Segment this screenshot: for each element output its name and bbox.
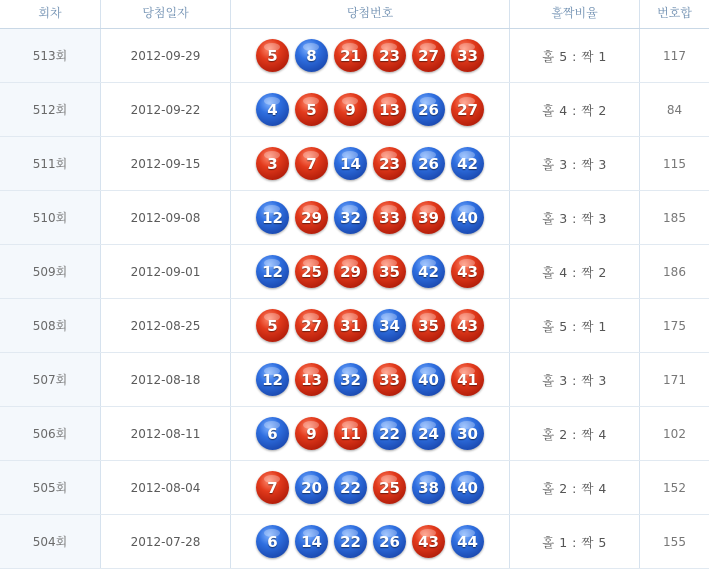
lotto-ball: 3 [256, 147, 289, 180]
round-cell: 509회 [0, 245, 101, 298]
lotto-ball: 25 [295, 255, 328, 288]
odd-even-ratio-cell: 홀 3 : 짝 3 [510, 191, 640, 244]
ball-group [231, 363, 509, 396]
lotto-ball: 40 [412, 363, 445, 396]
lotto-ball: 22 [334, 525, 367, 558]
header-round: 회차 [0, 0, 101, 28]
lotto-ball: 29 [334, 255, 367, 288]
lotto-ball: 26 [373, 525, 406, 558]
lotto-ball: 6 [256, 525, 289, 558]
odd-even-ratio-cell: 홀 4 : 짝 2 [510, 83, 640, 136]
lotto-ball: 35 [373, 255, 406, 288]
lotto-ball: 14 [334, 147, 367, 180]
table-row [0, 245, 709, 299]
round-cell: 513회 [0, 29, 101, 82]
table-row [0, 137, 709, 191]
ball-group [231, 39, 509, 72]
lotto-ball: 12 [256, 201, 289, 234]
lotto-ball: 12 [256, 363, 289, 396]
lotto-ball: 26 [412, 147, 445, 180]
ball-group [231, 417, 509, 450]
lotto-ball: 43 [451, 309, 484, 342]
ball-group [231, 255, 509, 288]
lotto-ball: 40 [451, 201, 484, 234]
lotto-ball: 35 [412, 309, 445, 342]
lotto-ball: 41 [451, 363, 484, 396]
numbers-cell [231, 245, 510, 298]
round-cell: 510회 [0, 191, 101, 244]
ball-group [231, 201, 509, 234]
date-cell: 2012-09-08 [101, 191, 231, 244]
lotto-ball: 43 [451, 255, 484, 288]
numbers-cell [231, 29, 510, 82]
lotto-ball: 11 [334, 417, 367, 450]
date-cell: 2012-08-25 [101, 299, 231, 352]
lotto-ball: 22 [373, 417, 406, 450]
odd-even-ratio-cell: 홀 2 : 짝 4 [510, 461, 640, 514]
table-row [0, 191, 709, 245]
lotto-ball: 9 [334, 93, 367, 126]
date-cell: 2012-09-15 [101, 137, 231, 190]
table-body [0, 29, 709, 569]
ball-group [231, 525, 509, 558]
header-sum: 번호합 [657, 6, 692, 20]
table-row [0, 299, 709, 353]
odd-even-ratio-cell: 홀 1 : 짝 5 [510, 515, 640, 568]
number-sum-cell: 117 [663, 48, 686, 63]
lotto-ball: 5 [295, 93, 328, 126]
header-date: 당첨일자 [101, 0, 231, 28]
number-sum-cell: 185 [663, 210, 686, 225]
round-cell: 512회 [0, 83, 101, 136]
lotto-ball: 27 [412, 39, 445, 72]
lotto-ball: 31 [334, 309, 367, 342]
ball-group [231, 471, 509, 504]
date-cell: 2012-08-18 [101, 353, 231, 406]
number-sum-cell: 152 [663, 480, 686, 495]
date-cell: 2012-07-28 [101, 515, 231, 568]
lotto-ball: 43 [412, 525, 445, 558]
numbers-cell [231, 515, 510, 568]
lotto-ball: 14 [295, 525, 328, 558]
lotto-ball: 39 [412, 201, 445, 234]
odd-even-ratio-cell: 홀 3 : 짝 3 [510, 353, 640, 406]
lotto-ball: 29 [295, 201, 328, 234]
lotto-ball: 24 [412, 417, 445, 450]
lotto-ball: 7 [256, 471, 289, 504]
table-row [0, 29, 709, 83]
lotto-ball: 22 [334, 471, 367, 504]
lotto-ball: 21 [334, 39, 367, 72]
number-sum-cell: 175 [663, 318, 686, 333]
lotto-ball: 5 [256, 39, 289, 72]
lotto-ball: 42 [451, 147, 484, 180]
odd-even-ratio-cell: 홀 5 : 짝 1 [510, 299, 640, 352]
header-ratio: 홀짝비율 [510, 0, 640, 28]
round-cell: 511회 [0, 137, 101, 190]
round-cell: 507회 [0, 353, 101, 406]
table-row [0, 407, 709, 461]
lotto-ball: 33 [373, 201, 406, 234]
ball-group [231, 147, 509, 180]
round-cell: 506회 [0, 407, 101, 460]
round-cell: 505회 [0, 461, 101, 514]
round-cell: 504회 [0, 515, 101, 568]
date-cell: 2012-08-11 [101, 407, 231, 460]
number-sum-cell: 84 [666, 102, 683, 117]
date-cell: 2012-08-04 [101, 461, 231, 514]
number-sum-cell: 102 [663, 426, 686, 441]
number-sum-cell: 115 [663, 156, 686, 171]
lotto-ball: 4 [256, 93, 289, 126]
lotto-ball: 6 [256, 417, 289, 450]
lotto-ball: 23 [373, 39, 406, 72]
lotto-ball: 9 [295, 417, 328, 450]
lotto-ball: 13 [373, 93, 406, 126]
lotto-ball: 23 [373, 147, 406, 180]
number-sum-cell: 155 [663, 534, 686, 549]
lotto-ball: 7 [295, 147, 328, 180]
numbers-cell [231, 137, 510, 190]
odd-even-ratio-cell: 홀 5 : 짝 1 [510, 29, 640, 82]
lotto-ball: 32 [334, 201, 367, 234]
lotto-ball: 13 [295, 363, 328, 396]
lotto-ball: 12 [256, 255, 289, 288]
lotto-ball: 27 [295, 309, 328, 342]
lotto-ball: 5 [256, 309, 289, 342]
lotto-ball: 30 [451, 417, 484, 450]
table-row [0, 83, 709, 137]
odd-even-ratio-cell: 홀 4 : 짝 2 [510, 245, 640, 298]
numbers-cell [231, 461, 510, 514]
table-row [0, 515, 709, 569]
lotto-ball: 38 [412, 471, 445, 504]
numbers-cell [231, 83, 510, 136]
odd-even-ratio-cell: 홀 3 : 짝 3 [510, 137, 640, 190]
lotto-ball: 27 [451, 93, 484, 126]
lotto-ball: 44 [451, 525, 484, 558]
date-cell: 2012-09-29 [101, 29, 231, 82]
ball-group [231, 309, 509, 342]
round-cell: 508회 [0, 299, 101, 352]
number-sum-cell: 171 [663, 372, 686, 387]
odd-even-ratio-cell: 홀 2 : 짝 4 [510, 407, 640, 460]
date-cell: 2012-09-22 [101, 83, 231, 136]
lotto-ball: 33 [451, 39, 484, 72]
lotto-ball: 40 [451, 471, 484, 504]
lotto-ball: 20 [295, 471, 328, 504]
ball-group [231, 93, 509, 126]
lotto-ball: 34 [373, 309, 406, 342]
lotto-ball: 33 [373, 363, 406, 396]
lotto-ball: 8 [295, 39, 328, 72]
number-sum-cell: 186 [663, 264, 686, 279]
header-numbers: 당첨번호 [231, 0, 510, 28]
lotto-ball: 25 [373, 471, 406, 504]
table-row [0, 461, 709, 515]
table-row [0, 353, 709, 407]
lotto-ball: 26 [412, 93, 445, 126]
lotto-ball: 42 [412, 255, 445, 288]
date-cell: 2012-09-01 [101, 245, 231, 298]
lotto-ball: 32 [334, 363, 367, 396]
numbers-cell [231, 353, 510, 406]
numbers-cell [231, 299, 510, 352]
numbers-cell [231, 191, 510, 244]
numbers-cell [231, 407, 510, 460]
table-header [0, 0, 709, 29]
